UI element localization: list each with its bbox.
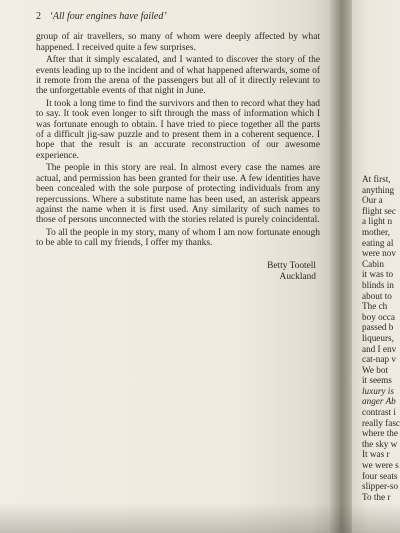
right-page-line: luxury is <box>362 385 394 396</box>
right-page-line: passed b <box>362 322 394 333</box>
right-page-line: contrast i <box>362 407 396 418</box>
right-page-line: To the r <box>362 491 391 502</box>
right-page-line: cat-nap v <box>362 354 396 365</box>
right-page-line: it seems <box>362 375 392 386</box>
right-page-line: about to <box>362 290 392 301</box>
paragraph: After that it simply escalated, and I wanted to discover the story of the events leading up to the incident and of what happened afterwards, some of it remote from the arena of the passengers but all of it directly relevant to the unforgettable events of that night in June. <box>36 55 320 97</box>
right-page-line: where the <box>362 428 398 439</box>
right-page-line: boy occa <box>362 311 395 322</box>
right-page-line: the sky w <box>362 438 398 449</box>
paragraph: To all the people in my story, many of whom I am now fortunate enough to be able to call my friends, I offer my thanks. <box>36 227 320 249</box>
right-page-line: anything <box>362 184 395 195</box>
left-page-content <box>36 12 320 283</box>
right-page-line: mother, <box>362 226 390 237</box>
running-title: ‘All four engines have failed’ <box>49 11 167 22</box>
right-page-line: four seats <box>362 470 398 481</box>
right-page-line: We bot <box>362 364 389 375</box>
author-name: Betty Tootell <box>267 260 316 271</box>
right-page-line: Our a <box>362 195 383 206</box>
right-page-line: a light n <box>362 216 393 227</box>
paragraph: It took a long time to find the survivors and then to record what they had to say. It took even longer to sift through the mass of information which I was fortunate enough to obtain. I have tried to piece together all the parts of a difficult jig-saw puzzle and to present them in a coherent sequence. I hope that the result is an accurate reconstruction of our awesome experience. <box>36 98 320 161</box>
right-page-line: blinds in <box>362 279 394 290</box>
right-page-line: and I env <box>362 343 397 354</box>
right-page-line: we were s <box>362 460 399 471</box>
right-page-line: Cabin <box>362 258 384 269</box>
right-page-line: slipper-so <box>362 481 399 492</box>
right-page-line: flight sec <box>362 205 396 216</box>
right-page-line: liqueurs, <box>362 332 394 343</box>
right-page-line: The ch <box>362 301 388 312</box>
right-page-line: really fasc <box>362 417 400 428</box>
signature-block <box>36 261 320 283</box>
page-number: 2 <box>36 11 41 22</box>
paragraph: The people in this story are real. In almost every case the names are actual, and permission has been granted for their use. A few identities have been concealed with the sole purpose of protecting individuals from any repercussions. Where a substitute name has been used, an asterisk appears against the name when it is first used. Any similarity of such names to those of persons unconnected with the stories related is purely coincidental. <box>36 163 320 226</box>
right-page-line: were nov <box>362 248 396 259</box>
right-page-line: it was to <box>362 269 394 280</box>
right-page-line: anger Ab <box>362 396 396 407</box>
right-page-line: At first, <box>362 174 391 184</box>
right-page-line: It was r <box>362 449 390 460</box>
right-page-text <box>362 174 400 502</box>
right-page <box>352 0 400 533</box>
running-head <box>36 12 320 22</box>
right-page-line: eating al <box>362 237 394 248</box>
author-place: Auckland <box>279 271 316 282</box>
paragraph: group of air travellers, so many of whom were deeply affected by what happened. I received quite a few surprises. <box>36 32 320 53</box>
